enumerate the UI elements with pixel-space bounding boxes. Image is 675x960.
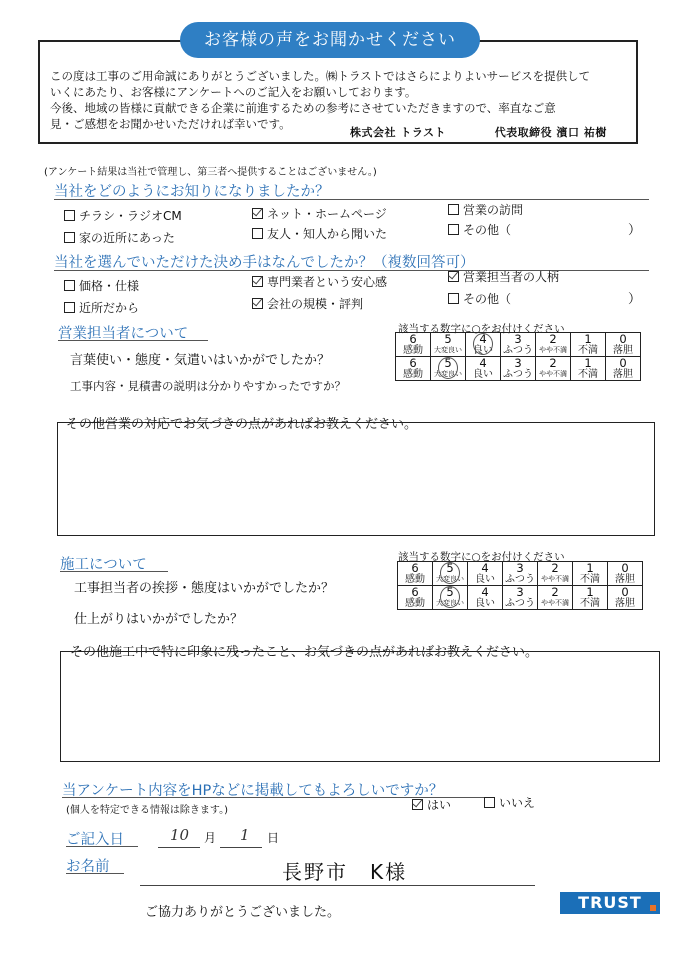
rating-cell-4[interactable]: [466, 357, 501, 381]
construction-rating-table: [397, 561, 643, 610]
trust-logo: [560, 892, 660, 914]
name-value[interactable]: 長野市 K様: [282, 860, 408, 884]
rating-cell-3[interactable]: [501, 357, 536, 381]
rating-cell-6[interactable]: [398, 562, 433, 586]
company-name: 株式会社 トラスト: [350, 126, 446, 139]
day-line: [220, 847, 262, 848]
rating-number: 3: [516, 561, 524, 575]
sales-question-a: 言葉使い・態度・気遣いはいかがでしたか？: [70, 353, 331, 368]
rating-cell-1[interactable]: [573, 562, 608, 586]
rating-label: 良い: [473, 369, 493, 380]
sales-question-b: 工事内容・見積書の説明は分かりやすかったですか？: [70, 379, 346, 393]
sales-title: 営業担当者について: [58, 326, 189, 342]
q2-close-paren: ）: [628, 292, 642, 307]
construction-rating-row-b: [398, 586, 643, 610]
sales-rating-row-b: [396, 357, 641, 381]
rating-label: 不満: [578, 345, 598, 356]
intro-line: 今後、地域の皆様に貢献できる企業に前進するための参考にさせていただきますので、率直なご意: [50, 101, 556, 115]
rating-number: 4: [481, 561, 489, 575]
construction-question-a: 工事担当者の挨拶・態度はいかがでしたか？: [74, 581, 335, 596]
rating-label: 良い: [473, 345, 493, 356]
logo-text: TRUST: [578, 893, 642, 912]
intro-line: 見・ご感想をお聞かせいただければ幸いです。: [50, 117, 291, 131]
rating-label: やや不満: [541, 599, 569, 607]
publish-no-option[interactable]: いいえ: [484, 794, 535, 811]
checkbox[interactable]: [64, 210, 75, 221]
rating-cell-0[interactable]: [608, 586, 643, 610]
rating-number: 3: [514, 356, 522, 370]
rating-number: 2: [549, 356, 557, 370]
rating-label: 落胆: [615, 598, 635, 609]
rating-cell-1[interactable]: [571, 357, 606, 381]
rating-number: 1: [586, 561, 594, 575]
rating-label: 不満: [580, 598, 600, 609]
rating-label: 大変良い: [434, 370, 462, 378]
month-value[interactable]: 10: [170, 826, 190, 844]
rating-label: 不満: [578, 369, 598, 380]
publish-yes-option[interactable]: はい: [412, 796, 451, 813]
rating-cell-5[interactable]: [433, 562, 468, 586]
rating-number: 4: [481, 585, 489, 599]
rating-cell-3[interactable]: [503, 562, 538, 586]
rating-label: 良い: [475, 574, 495, 585]
rating-cell-0[interactable]: [606, 357, 641, 381]
q2-option[interactable]: 価格・仕様: [64, 277, 139, 294]
rating-cell-3[interactable]: [503, 586, 538, 610]
rating-label: 落胆: [613, 345, 633, 356]
q1-option[interactable]: チラシ・ラジオCM: [64, 207, 182, 224]
rating-cell-6[interactable]: [398, 586, 433, 610]
rating-cell-6[interactable]: [396, 333, 431, 357]
rating-number: 2: [551, 585, 559, 599]
q2-title: 当社を選んでいただけた決め手はなんでしたか？（複数回答可）: [54, 255, 475, 271]
rating-cell-1[interactable]: [573, 586, 608, 610]
rating-label: やや不満: [541, 575, 569, 583]
intro-text: [50, 68, 630, 132]
q2-option[interactable]: 営業担当者の人柄: [448, 268, 559, 285]
rating-label: 感動: [405, 574, 425, 585]
checkbox[interactable]: [448, 293, 459, 304]
rating-label: 大変良い: [434, 346, 462, 354]
intro-line: この度は工事のご用命誠にありがとうございました。㈱トラストではさらによりよいサービスを提供して: [50, 69, 591, 83]
checkbox-checked[interactable]: [252, 208, 263, 219]
rating-number: 5: [446, 561, 454, 575]
rating-number: 1: [584, 332, 592, 346]
rating-number: 2: [549, 332, 557, 346]
rating-label: 落胆: [613, 369, 633, 380]
rating-label: 感動: [403, 345, 423, 356]
rating-cell-0[interactable]: [606, 333, 641, 357]
rating-number: 5: [444, 332, 452, 346]
q1-option[interactable]: その他（: [448, 221, 511, 238]
representative-name: 代表取締役 濱口 祐樹: [494, 126, 607, 139]
rating-number: 4: [479, 356, 487, 370]
thanks-message: ご協力ありがとうございました。: [145, 905, 341, 920]
day-value[interactable]: 1: [240, 826, 250, 844]
construction-rating-row-a: [398, 562, 643, 586]
rating-label: やや不満: [539, 346, 567, 354]
rating-number: 6: [409, 356, 417, 370]
rating-number: 2: [551, 561, 559, 575]
rating-cell-2[interactable]: [536, 357, 571, 381]
sales-rating-row-a: [396, 333, 641, 357]
rating-label: 大変良い: [436, 599, 464, 607]
rating-number: 6: [409, 332, 417, 346]
q2-underline: [54, 270, 649, 271]
rating-label: 大変良い: [436, 575, 464, 583]
rating-number: 6: [411, 585, 419, 599]
rating-number: 3: [514, 332, 522, 346]
rating-label: 良い: [475, 598, 495, 609]
name-label: お名前: [66, 859, 110, 875]
intro-line: いくにあたり、お客様にアンケートへのご記入をお願いしております。: [50, 85, 417, 99]
sales-underline: [58, 340, 208, 341]
q2-option[interactable]: 専門業者という安心感: [252, 273, 387, 290]
rating-label: ふつう: [505, 574, 535, 585]
rating-cell-4[interactable]: [466, 333, 501, 357]
q1-title: 当社をどのようにお知りになりましたか？: [54, 184, 330, 200]
checkbox[interactable]: [64, 280, 75, 291]
sales-comment-prompt: その他営業の対応でお気づきの点があればお教えください。: [66, 417, 418, 432]
checkbox[interactable]: [448, 224, 459, 235]
sales-rating-hint: 該当する数字に○をお付けください: [398, 323, 565, 335]
publish-question: 当アンケート内容をHPなどに掲載してもよろしいですか？: [62, 783, 444, 799]
logo-accent-icon: [650, 905, 656, 911]
checkbox-checked[interactable]: [412, 799, 423, 810]
sales-rating-table: [395, 332, 641, 381]
name-line: [140, 885, 535, 886]
rating-number: 0: [621, 561, 629, 575]
rating-cell-5[interactable]: [431, 333, 466, 357]
q2-option[interactable]: 近所だから: [64, 299, 139, 316]
rating-label: 落胆: [615, 574, 635, 585]
q1-close-paren: ）: [628, 223, 642, 238]
rating-number: 6: [411, 561, 419, 575]
rating-cell-4[interactable]: [468, 586, 503, 610]
rating-number: 1: [586, 585, 594, 599]
construction-underline: [60, 571, 168, 572]
sales-comment-box[interactable]: [57, 422, 655, 536]
rating-label: やや不満: [539, 370, 567, 378]
q1-option[interactable]: 家の近所にあった: [64, 229, 175, 246]
month-line: [158, 847, 200, 848]
signature: [350, 124, 607, 140]
checkbox[interactable]: [64, 302, 75, 313]
rating-cell-2[interactable]: [538, 562, 573, 586]
date-label: ご記入日: [66, 832, 124, 848]
q1-option[interactable]: 営業の訪問: [448, 201, 523, 218]
construction-rating-hint: 該当する数字に○をお付けください: [398, 551, 565, 563]
rating-label: ふつう: [503, 369, 533, 380]
rating-cell-4[interactable]: [468, 562, 503, 586]
rating-label: ふつう: [505, 598, 535, 609]
checkbox[interactable]: [448, 204, 459, 215]
checkbox[interactable]: [64, 232, 75, 243]
q1-option[interactable]: ネット・ホームページ: [252, 205, 387, 222]
rating-cell-1[interactable]: [571, 333, 606, 357]
privacy-note: (アンケート結果は当社で管理し、第三者へ提供することはございません。): [44, 167, 377, 178]
rating-number: 1: [584, 356, 592, 370]
rating-cell-0[interactable]: [608, 562, 643, 586]
rating-cell-2[interactable]: [536, 333, 571, 357]
rating-cell-2[interactable]: [538, 586, 573, 610]
month-label: 月: [204, 831, 217, 845]
rating-label: ふつう: [503, 345, 533, 356]
rating-number: 4: [479, 332, 487, 346]
rating-cell-5[interactable]: [431, 357, 466, 381]
name-label-underline: [66, 873, 124, 874]
rating-number: 3: [516, 585, 524, 599]
rating-number: 5: [444, 356, 452, 370]
construction-question-b: 仕上がりはいかがでしたか？: [74, 612, 244, 627]
rating-number: 0: [619, 356, 627, 370]
rating-cell-6[interactable]: [396, 357, 431, 381]
checkbox[interactable]: [484, 797, 495, 808]
page-title: お客様の声をお聞かせください: [180, 22, 480, 58]
construction-comment-box[interactable]: [60, 651, 660, 762]
rating-number: 0: [621, 585, 629, 599]
construction-title: 施工について: [60, 557, 147, 573]
publish-note: (個人を特定できる情報は除きます。): [66, 805, 229, 816]
rating-cell-5[interactable]: [433, 586, 468, 610]
rating-number: 5: [446, 585, 454, 599]
q2-option[interactable]: その他（: [448, 290, 511, 307]
q1-option[interactable]: 友人・知人から聞いた: [252, 225, 387, 242]
rating-cell-3[interactable]: [501, 333, 536, 357]
q1-underline: [54, 199, 649, 200]
checkbox-checked[interactable]: [252, 298, 263, 309]
checkbox-checked[interactable]: [252, 276, 263, 287]
construction-comment-prompt: その他施工中で特に印象に残ったこと、お気づきの点があればお教えください。: [70, 645, 539, 660]
date-label-underline: [66, 846, 138, 847]
checkbox-checked[interactable]: [448, 271, 459, 282]
rating-label: 不満: [580, 574, 600, 585]
rating-number: 0: [619, 332, 627, 346]
rating-label: 感動: [403, 369, 423, 380]
q2-option[interactable]: 会社の規模・評判: [252, 295, 363, 312]
rating-label: 感動: [405, 598, 425, 609]
day-label: 日: [267, 831, 280, 845]
checkbox[interactable]: [252, 228, 263, 239]
